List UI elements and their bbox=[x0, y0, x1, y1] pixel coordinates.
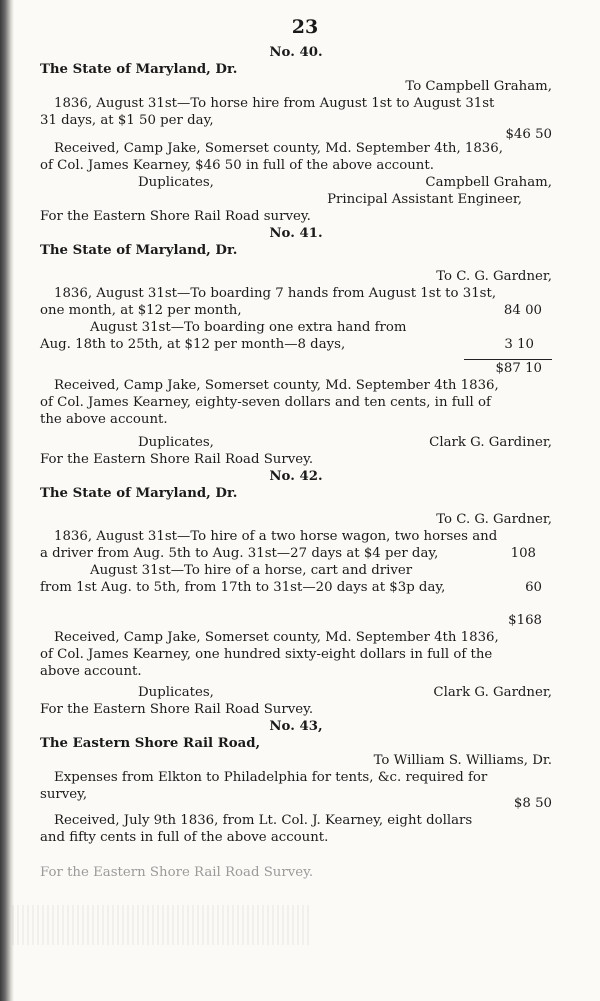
account-entry-42 bbox=[40, 468, 552, 718]
signature: Campbell Graham, bbox=[425, 175, 552, 190]
total-amount: $87 10 bbox=[495, 361, 542, 376]
signature: Clark G. Gardiner, bbox=[429, 435, 552, 450]
debtor-line: The State of Maryland, Dr. bbox=[40, 243, 238, 258]
page-content bbox=[40, 14, 552, 881]
creditor-line: To Campbell Graham, bbox=[405, 79, 552, 94]
item-text: one month, at $12 per month, bbox=[40, 303, 242, 318]
item-amount: 84 00 bbox=[503, 303, 542, 318]
item-text: Aug. 18th to 25th, at $12 per month—8 days, bbox=[40, 337, 346, 352]
receipt-line: above account. bbox=[40, 664, 142, 679]
page-binding-edge bbox=[0, 0, 14, 1001]
creditor-line: To C. G. Gardner, bbox=[436, 512, 552, 527]
creditor-line: To C. G. Gardner, bbox=[436, 269, 552, 284]
receipt-line: Received, Camp Jake, Somerset county, Md. September 4th, 1836, bbox=[54, 141, 503, 156]
debtor-line: The Eastern Shore Rail Road, bbox=[40, 736, 261, 751]
item-amount: 60 bbox=[525, 580, 542, 595]
item-line: 1836, August 31st—To boarding 7 hands from August 1st to 31st, bbox=[54, 286, 497, 301]
receipt-line: of Col. James Kearney, $46 50 in full of the above account. bbox=[40, 158, 434, 173]
receipt-line: the above account. bbox=[40, 412, 168, 427]
item-line-with-amount bbox=[40, 302, 552, 319]
survey-line: For the Eastern Shore Rail Road Survey. bbox=[40, 702, 314, 717]
account-entry-43 bbox=[40, 718, 552, 881]
item-amount: $8 50 bbox=[513, 796, 552, 811]
duplicates-row bbox=[40, 174, 552, 191]
entry-number: No. 40. bbox=[269, 45, 323, 60]
receipt-line: Received, July 9th 1836, from Lt. Col. J. Kearney, eight dollars bbox=[54, 813, 473, 828]
item-line: August 31st—To hire of a horse, cart and driver bbox=[90, 563, 413, 578]
item-line-with-amount bbox=[40, 336, 552, 353]
receipt-line: Received, Camp Jake, Somerset county, Md. September 4th 1836, bbox=[54, 630, 499, 645]
duplicates-label: Duplicates, bbox=[138, 435, 214, 450]
item-amount: 3 10 bbox=[504, 337, 534, 352]
faded-print-area bbox=[12, 905, 312, 945]
total-amount: $168 bbox=[508, 613, 542, 628]
receipt-line: of Col. James Kearney, eighty-seven dollars and ten cents, in full of bbox=[40, 395, 491, 410]
signature-title: Principal Assistant Engineer, bbox=[327, 192, 522, 207]
item-line: 1836, August 31st—To hire of a two horse wagon, two horses and bbox=[54, 529, 498, 544]
entry-number: No. 43, bbox=[269, 719, 323, 734]
receipt-line: Received, Camp Jake, Somerset county, Md. September 4th 1836, bbox=[54, 378, 499, 393]
item-text: a driver from Aug. 5th to Aug. 31st—27 days at $4 per day, bbox=[40, 546, 439, 561]
creditor-line: To William S. Williams, Dr. bbox=[373, 753, 552, 768]
duplicates-label: Duplicates, bbox=[138, 175, 214, 190]
item-text: from 1st Aug. to 5th, from 17th to 31st—20 days at $3p day, bbox=[40, 580, 446, 595]
item-text: 31 days, at $1 50 per day, bbox=[40, 113, 214, 128]
entry-number: No. 41. bbox=[269, 226, 323, 241]
item-amount: $46 50 bbox=[505, 127, 552, 142]
duplicates-row bbox=[40, 434, 552, 451]
entry-number: No. 42. bbox=[269, 469, 323, 484]
survey-line: For the Eastern Shore Rail Road survey. bbox=[40, 209, 311, 224]
duplicates-row bbox=[40, 684, 552, 701]
item-line: August 31st—To boarding one extra hand from bbox=[90, 320, 407, 335]
receipt-line: of Col. James Kearney, one hundred sixty-eight dollars in full of the bbox=[40, 647, 493, 662]
item-amount: 108 bbox=[510, 546, 536, 561]
item-text: survey, bbox=[40, 787, 88, 802]
item-line: 1836, August 31st—To horse hire from August 1st to August 31st bbox=[54, 96, 495, 111]
duplicates-label: Duplicates, bbox=[138, 685, 214, 700]
debtor-line: The State of Maryland, Dr. bbox=[40, 486, 238, 501]
receipt-line: and fifty cents in full of the above account. bbox=[40, 830, 329, 845]
debtor-line: The State of Maryland, Dr. bbox=[40, 62, 238, 77]
page-number: 23 bbox=[291, 16, 319, 38]
account-entry-40 bbox=[40, 44, 552, 225]
survey-line: For the Eastern Shore Rail Road Survey. bbox=[40, 865, 314, 880]
signature: Clark G. Gardner, bbox=[433, 685, 552, 700]
item-line-with-amount bbox=[40, 545, 552, 562]
item-line: Expenses from Elkton to Philadelphia for tents, &c. required for bbox=[54, 770, 488, 785]
survey-line: For the Eastern Shore Rail Road Survey. bbox=[40, 452, 314, 467]
account-entry-41 bbox=[40, 225, 552, 468]
item-line-with-amount bbox=[40, 579, 552, 596]
